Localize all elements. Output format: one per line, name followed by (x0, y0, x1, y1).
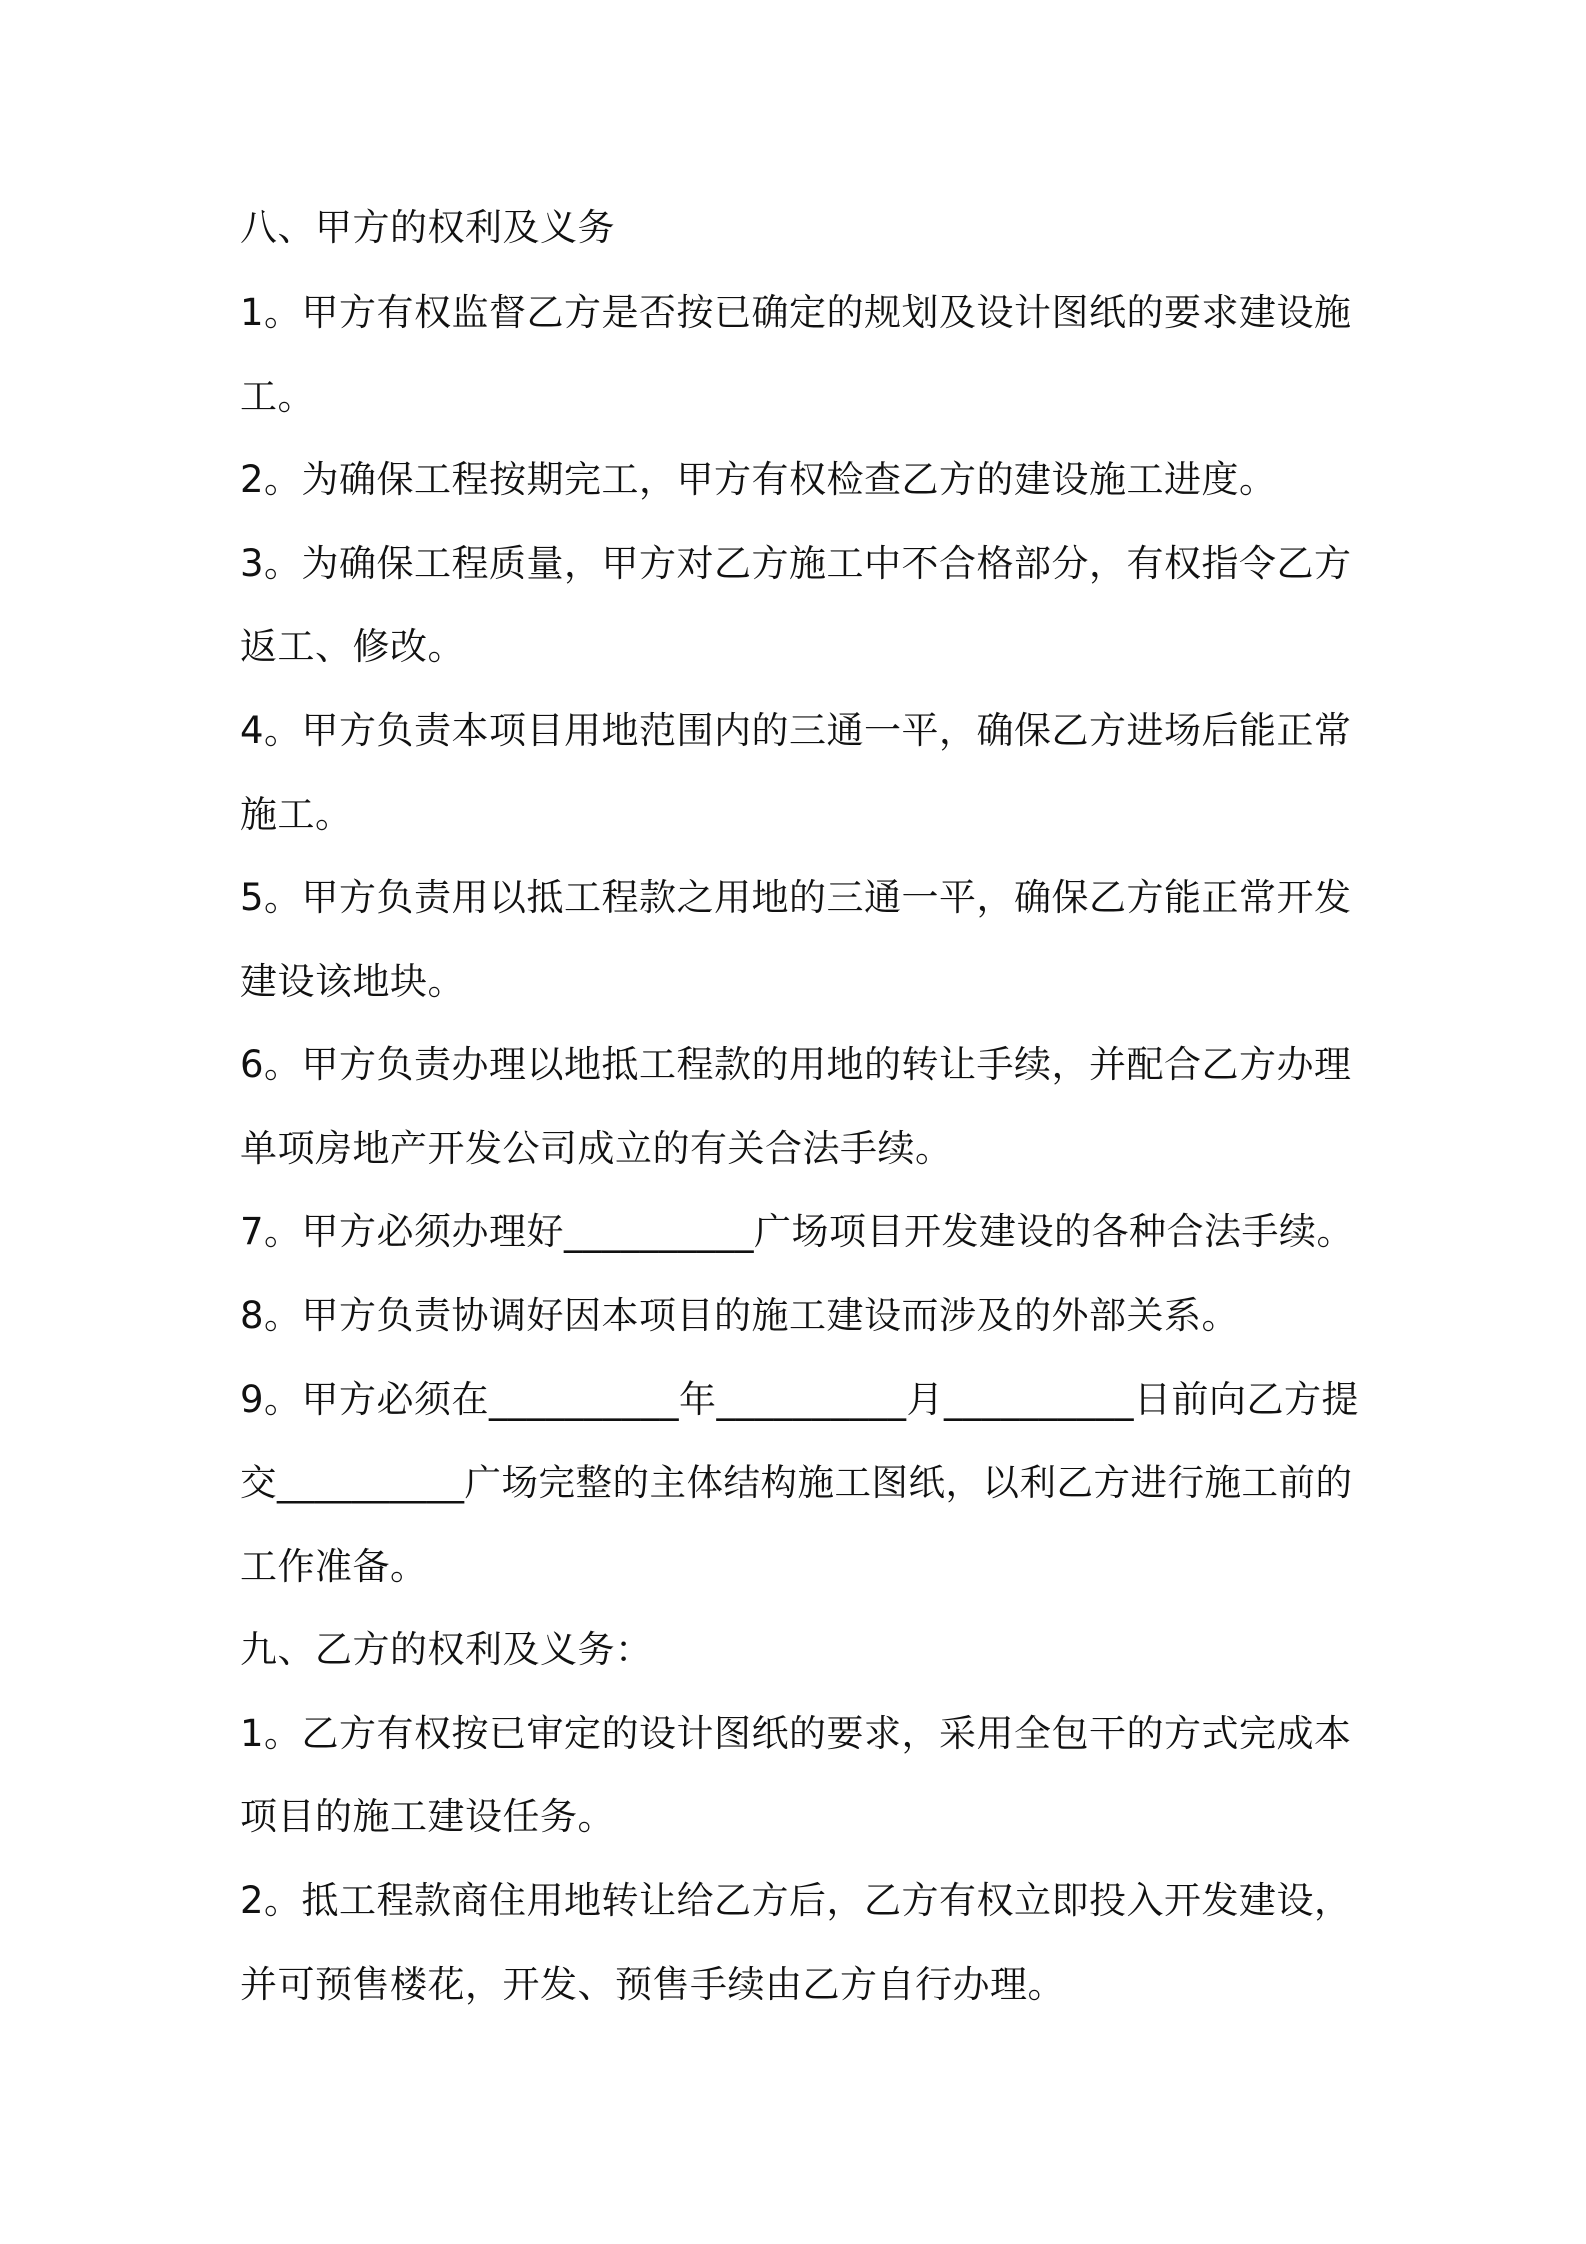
clause-a9-line3: 工作准备。 (240, 1545, 428, 1588)
clause-a9-line2: 交__________广场完整的主体结构施工图纸，以利乙方进行施工前的 (240, 1461, 1353, 1504)
clause-b1-line2: 项目的施工建设任务。 (240, 1795, 615, 1838)
clause-b1-line1: 1。乙方有权按已审定的设计图纸的要求，采用全包干的方式完成本 (240, 1712, 1352, 1755)
section-heading-party-b: 九、乙方的权利及义务： (240, 1628, 653, 1671)
clause-a2: 2。为确保工程按期完工，甲方有权检查乙方的建设施工进度。 (240, 458, 1277, 501)
clause-a3-line2: 返工、修改。 (240, 625, 465, 668)
clause-a5-line1: 5。甲方负责用以抵工程款之用地的三通一平，确保乙方能正常开发 (240, 876, 1352, 919)
clause-a7: 7。甲方必须办理好__________广场项目开发建设的各种合法手续。 (240, 1210, 1355, 1253)
clause-a1-line2: 工。 (240, 375, 315, 418)
clause-a9-line1: 9。甲方必须在__________年__________月__________日前向乙方提 (240, 1378, 1360, 1421)
clause-a4-line1: 4。甲方负责本项目用地范围内的三通一平，确保乙方进场后能正常 (240, 709, 1352, 752)
clause-a4-line2: 施工。 (240, 793, 353, 836)
clause-a8: 8。甲方负责协调好因本项目的施工建设而涉及的外部关系。 (240, 1294, 1240, 1337)
clause-a1-line1: 1。甲方有权监督乙方是否按已确定的规划及设计图纸的要求建设施 (240, 291, 1352, 334)
clause-a6-line1: 6。甲方负责办理以地抵工程款的用地的转让手续，并配合乙方办理 (240, 1043, 1352, 1086)
clause-b2-line1: 2。抵工程款商住用地转让给乙方后，乙方有权立即投入开发建设， (240, 1879, 1352, 1922)
clause-b2-line2: 并可预售楼花，开发、预售手续由乙方自行办理。 (240, 1963, 1065, 2006)
clause-a5-line2: 建设该地块。 (240, 960, 465, 1003)
clause-a3-line1: 3。为确保工程质量，甲方对乙方施工中不合格部分，有权指令乙方 (240, 542, 1352, 585)
section-heading-party-a: 八、甲方的权利及义务 (240, 206, 615, 249)
clause-a6-line2: 单项房地产开发公司成立的有关合法手续。 (240, 1127, 953, 1170)
